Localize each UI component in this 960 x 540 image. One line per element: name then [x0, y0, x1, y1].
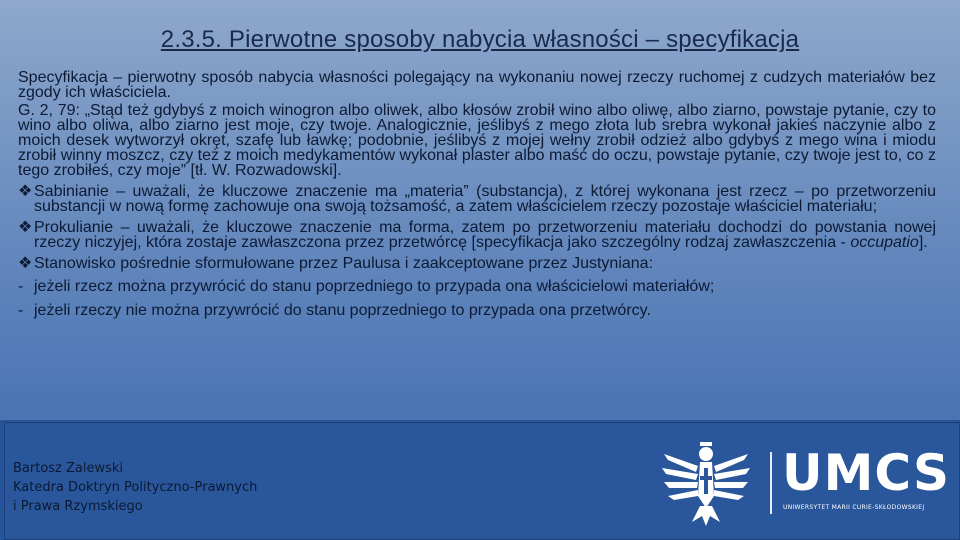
- author-department: Katedra Doktryn Polityczno-Prawnych: [13, 480, 258, 495]
- bullet-sabinianie: [18, 184, 936, 214]
- occupatio-term: occupatio: [850, 234, 919, 251]
- dash-marker: -: [18, 278, 24, 295]
- logo-wordmark: UMCS: [782, 444, 950, 502]
- diamond-bullet-icon: ❖: [18, 255, 33, 272]
- umcs-logo: [650, 432, 950, 530]
- bullet-text-end: ].: [918, 234, 928, 251]
- logo-divider: [770, 452, 772, 514]
- diamond-bullet-icon: ❖: [18, 219, 33, 236]
- dash-item-second: [18, 303, 936, 318]
- author-info: [13, 459, 257, 516]
- dash-marker: -: [18, 302, 24, 319]
- bullet-stanowisko: [18, 256, 936, 271]
- diamond-bullet-icon: ❖: [18, 183, 33, 200]
- logo-subtitle: UNIWERSYTET MARII CURIE-SKŁODOWSKIEJ: [783, 504, 925, 511]
- author-department-cont: i Prawa Rzymskiego: [13, 499, 143, 514]
- dash-text: jeżeli rzecz można przywrócić do stanu poprzedniego to przypada ona właścicielowi materiałów;: [34, 278, 715, 295]
- bullet-prokulianie: [18, 220, 936, 250]
- eagle-emblem-icon: [656, 436, 756, 528]
- dash-text: jeżeli rzeczy nie można przywrócić do stanu poprzedniego to przypada ona przetwórcy.: [34, 302, 651, 319]
- gaius-quote-paragraph: G. 2, 79: „Stąd też gdybyś z moich winogron albo oliwek, albo kłosów zrobił wino albo oliwę, albo ziarno, powstaje pytanie, czy to wino albo oliwa, albo ziarno jest moje, czy twoje. Analogicznie, jeślibyś z mego złota lub srebra wykonał jakieś naczynie albo z moich desek wytworzył okręt, szafę lub ławkę; podobnie, jeślibyś z mojej wełny zrobił odzież albo gdybyś z mego wina i miodu zrobił winny moszcz, czy też z moich medykamentów wykonał plaster albo maść do oczu, powstaje pytanie, czy twoje jest to, co z tego zrobiłeś, czy moje” [tł. W. Rozwadowski].: [18, 102, 936, 179]
- bullet-text: Prokulianie – uważali, że kluczowe znaczenie ma forma, zatem po przetworzeniu materiału dochodzi do powstania nowej rzeczy niczyjej, która zostaje zawłaszczona przez przetwórcę [specyfikacja jako szczególny rodzaj zawłaszczenia -: [34, 219, 936, 251]
- slide-title: 2.3.5. Pierwotne sposoby nabycia własności – specyfikacja: [160, 26, 800, 53]
- author-name: Bartosz Zalewski: [13, 461, 124, 476]
- bullet-text: Sabinianie – uważali, że kluczowe znaczenie ma „materia” (substancja), z której wykonana jest rzecz – po przetworzeniu substancji w nową formę zachowuje ona swoją tożsamość, a zatem właścicielem rzeczy pozostaje właściciel materiału;: [34, 183, 936, 215]
- dash-item-first: [18, 279, 936, 294]
- definition-paragraph: Specyfikacja – pierwotny sposób nabycia własności polegający na wykonaniu nowej rzeczy ruchomej z cudzych materiałów bez zgody ich właściciela.: [18, 69, 936, 101]
- slide-body: [18, 70, 936, 318]
- bullet-text: Stanowisko pośrednie sformułowane przez Paulusa i zaakceptowane przez Justyniana:: [34, 255, 654, 272]
